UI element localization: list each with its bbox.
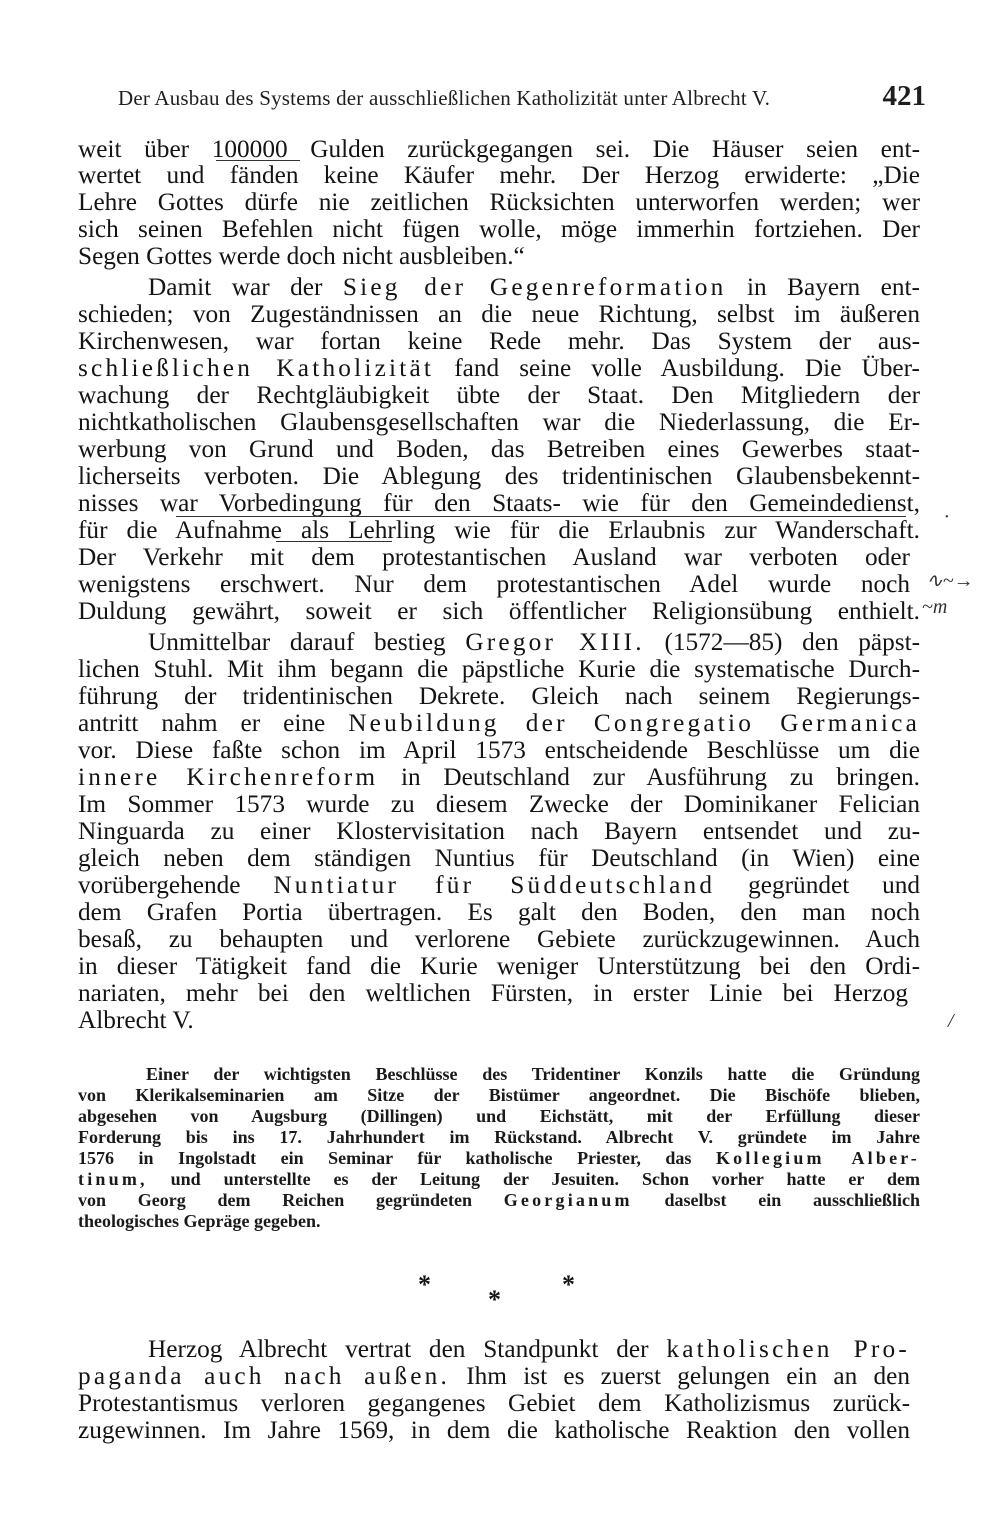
text-line (78, 710, 920, 736)
text-line (78, 764, 920, 790)
emphasis-spaced: paganda auch nach außen. (78, 1362, 450, 1390)
margin-scribble: ~m (922, 596, 948, 618)
margin-scribble: ∿~→ (926, 570, 974, 592)
separator-star: * (488, 1285, 501, 1314)
text-run: 1576 in Ingolstadt ein Seminar für katholische Priester, das (78, 1148, 692, 1168)
emphasis-spaced: Sieg der Gegenreformation (342, 273, 727, 301)
text-run: gegründet und (748, 871, 921, 899)
text-line: Protestantismus verloren gegangenes Gebiet dem Katholizismus zurück- (78, 1389, 910, 1417)
emphasis-spaced: katholischen Pro- (666, 1335, 910, 1363)
text-run: (1572—85) den päpst- (664, 628, 921, 656)
text-line: weit über 100000 Gulden zurückgegangen sei. Die Häuser seien ent- (78, 135, 920, 163)
page-number: 421 (882, 80, 926, 112)
text-line (78, 872, 920, 898)
separator-star: * (418, 1270, 431, 1299)
text-line: besaß, zu behaupten und verlorene Gebiete zurückzugewinnen. Auch (78, 925, 920, 953)
text-run: antritt nahm er eine (78, 709, 326, 737)
emphasis-spaced: Georgianum (503, 1190, 633, 1210)
text-line: dem Grafen Portia übertragen. Es galt den Boden, den man noch (78, 898, 920, 926)
footnote-line (78, 1169, 920, 1189)
emphasis-spaced: innere Kirchenreform (78, 763, 379, 791)
text-line (148, 274, 920, 300)
margin-dot: · (944, 506, 949, 528)
text-run: fand seine volle Ausbildung. Die Über- (454, 354, 920, 382)
emphasis-spaced: Kollegium Alber- (715, 1148, 921, 1168)
footnote-line (78, 1148, 920, 1168)
text-line: nariaten, mehr bei den weltlichen Fürsten, in erster Linie bei Herzog (78, 979, 908, 1007)
text-line: lichen Stuhl. Mit ihm begann die päpstliche Kurie die systematische Durch- (78, 655, 920, 683)
text-line (78, 1363, 910, 1389)
text-line: wachung der Rechtgläubigkeit übte der Staat. Den Mitgliedern der (78, 381, 920, 409)
text-run: Ihm ist es zuerst gelungen ein an den (466, 1362, 910, 1390)
text-run: in Deutschland zur Ausführung zu bringen. (400, 763, 920, 791)
footnote-line: von Klerikalseminarien am Sitze der Bistümer angeordnet. Die Bischöfe blieben, (78, 1085, 920, 1105)
text-run: Unmittelbar darauf bestieg (148, 628, 446, 656)
text-line: Kirchenwesen, war fortan keine Rede mehr. Das System der aus- (78, 327, 920, 355)
text-line: führung der tridentinischen Dekrete. Gleich nach seinem Regierungs- (78, 682, 920, 710)
running-header (118, 80, 928, 116)
text-run: und unterstellte es der Leitung der Jesuiten. Schon vorher hatte er dem (170, 1169, 920, 1189)
footnote-line (78, 1190, 920, 1210)
text-line: werbung von Grund und Boden, das Betreiben eines Gewerbes staat- (78, 435, 920, 463)
footnote-line: Einer der wichtigsten Beschlüsse des Tridentiner Konzils hatte die Gründung (146, 1064, 920, 1084)
text-line: Lehre Gottes dürfe nie zeitlichen Rücksichten unterworfen werden; wer (78, 188, 920, 216)
text-line: vor. Diese faßte schon im April 1573 entscheidende Beschlüsse um die (78, 736, 920, 764)
text-run: Damit war der (148, 273, 323, 301)
text-line (78, 355, 920, 381)
text-line: Der Verkehr mit dem protestantischen Ausland war verboten oder (78, 543, 910, 571)
footnote-line: theologisches Gepräge gegeben. (78, 1211, 321, 1231)
text-line: Segen Gottes werde doch nicht ausbleiben.“ (78, 242, 525, 270)
text-run: in Bayern ent- (746, 273, 920, 301)
text-line: in dieser Tätigkeit fand die Kurie weniger Unterstützung bei den Ordi- (78, 952, 920, 980)
emphasis-spaced: Neubildung der Congregatio Germanica (348, 709, 920, 737)
emphasis-spaced: Nuntiatur für Süddeutschland (273, 871, 716, 899)
text-line: für die Aufnahme als Lehrling wie für die Erlaubnis zur Wanderschaft. (78, 516, 920, 544)
pencil-underline (276, 541, 392, 542)
text-line: zugewinnen. Im Jahre 1569, in dem die katholische Reaktion den vollen (78, 1416, 910, 1444)
text-line: sich seinen Befehlen nicht fügen wolle, möge immerhin fortziehen. Der (78, 215, 920, 243)
text-run: Herzog Albrecht vertrat den Standpunkt der (148, 1335, 649, 1363)
text-line (148, 1336, 910, 1362)
emphasis-spaced: schließlichen Katholizität (78, 354, 435, 382)
text-run: vorübergehende (78, 871, 241, 899)
emphasis-spaced: Gregor XIII. (465, 628, 645, 656)
margin-tick: / (948, 1010, 954, 1032)
running-title: Der Ausbau des Systems der ausschließlichen Katholizität unter Albrecht V. (118, 86, 771, 110)
text-line: wertet und fänden keine Käufer mehr. Der Herzog erwiderte: „Die (78, 161, 920, 189)
footnote-line: Forderung bis ins 17. Jahrhundert im Rückstand. Albrecht V. gründete im Jahre (78, 1127, 920, 1147)
text-line: wenigstens erschwert. Nur dem protestantischen Adel wurde noch (78, 570, 910, 598)
text-line: Im Sommer 1573 wurde zu diesem Zwecke der Dominikaner Felician (78, 790, 920, 818)
text-line: nichtkatholischen Glaubensgesellschaften war die Niederlassung, die Er- (78, 408, 920, 436)
text-run: von Georg dem Reichen gegründeten (78, 1190, 472, 1210)
emphasis-spaced: tinum, (78, 1169, 148, 1189)
pencil-underline (216, 160, 300, 161)
text-line: schieden; von Zugeständnissen an die neue Richtung, selbst im äußeren (78, 300, 920, 328)
separator-star: * (562, 1270, 575, 1299)
text-line: nisses war Vorbedingung für den Staats- wie für den Gemeindedienst, (78, 489, 920, 517)
text-line: gleich neben dem ständigen Nuntius für Deutschland (in Wien) eine (78, 844, 920, 872)
text-line: Albrecht V. (78, 1006, 194, 1034)
text-line (148, 629, 920, 655)
text-run: daselbst ein ausschließlich (664, 1190, 921, 1210)
text-line: licherseits verboten. Die Ablegung des tridentinischen Glaubensbekennt- (78, 462, 920, 490)
footnote-line: abgesehen von Augsburg (Dillingen) und Eichstätt, mit der Erfüllung dieser (78, 1106, 920, 1126)
text-line: Duldung gewährt, soweit er sich öffentlicher Religionsübung enthielt. (78, 597, 920, 625)
pencil-underline (176, 516, 906, 517)
text-line: Ninguarda zu einer Klostervisitation nach Bayern entsendet und zu- (78, 817, 920, 845)
